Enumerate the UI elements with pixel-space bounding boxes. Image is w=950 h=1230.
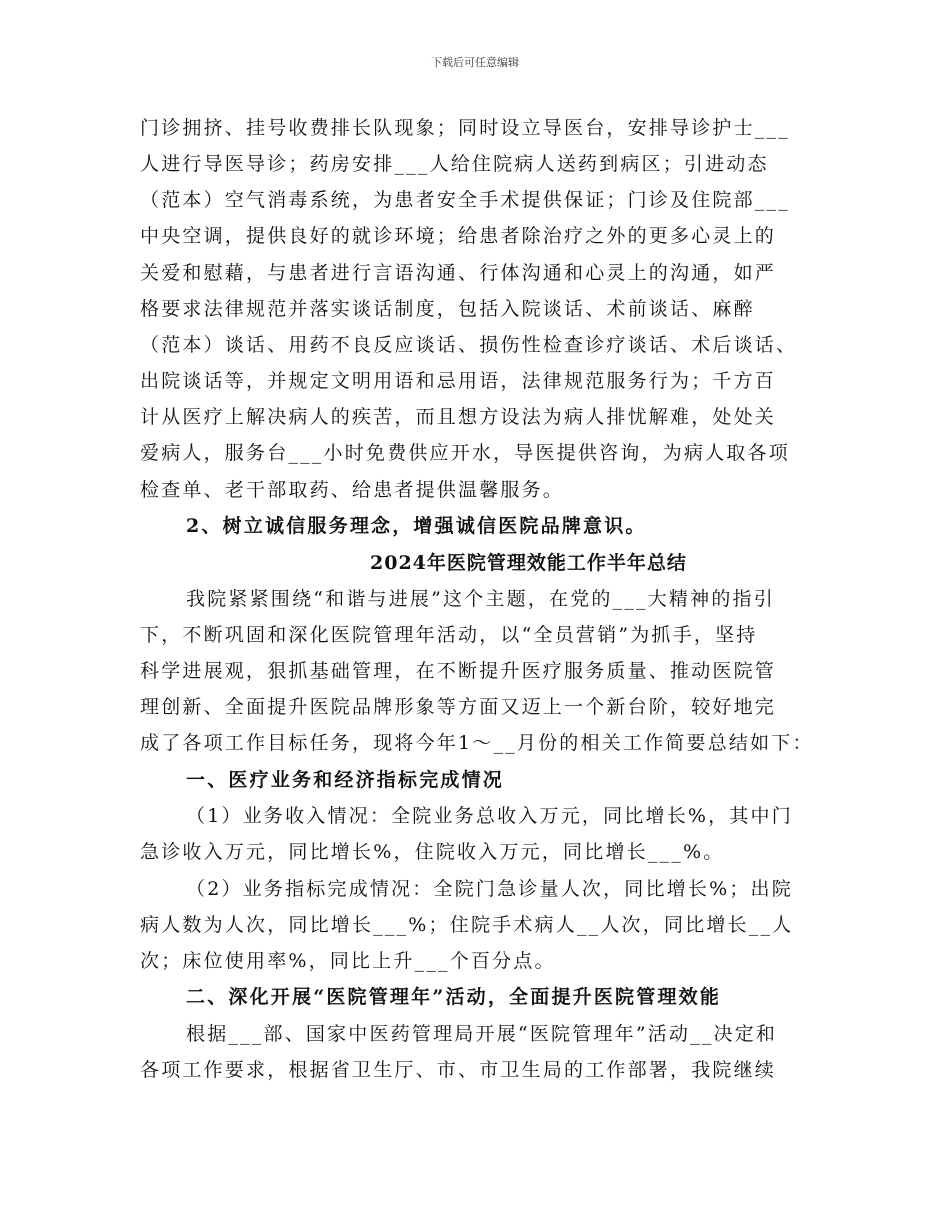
paragraph-line: 急诊收入万元，同比增长%，住院收入万元，同比增长___%。 [140,841,725,863]
paragraph-line: 次；床位使用率%，同比上升___个百分点。 [140,950,556,972]
paragraph-line: 科学进展观，狠抓基础管理，在不断提升医疗服务质量、推动医院管 [140,660,777,682]
paragraph-line: 成了各项工作目标任务，现将今年1～__月份的相关工作简要总结如下： [140,732,814,754]
paragraph-line: （2）业务指标完成情况：全院门急诊量人次，同比增长%；出院 [186,878,793,900]
paragraph-line: 爱病人，服务台___小时免费供应开水，导医提供咨询，为病人取各项 [140,442,790,464]
paragraph-line: 中央空调，提供良好的就诊环境；给患者除治疗之外的更多心灵上的 [140,225,777,247]
document-title: 2024年医院管理效能工作半年总结 [370,552,687,574]
paragraph-line: 下，不断巩固和深化医院管理年活动，以“全员营销”为抓手，坚持 [140,624,758,646]
paragraph-line: 计从医疗上解决病人的疾苦，而且想方设法为病人排忧解难，处处关 [140,406,777,428]
paragraph-line: （范本）空气消毒系统，为患者安全手术提供保证；门诊及住院部___ [140,189,790,211]
section-heading: 2、树立诚信服务理念，增强诚信医院品牌意识。 [186,515,647,537]
paragraph-line: 人进行导医导诊；药房安排___人给住院病人送药到病区；引进动态 [140,153,769,175]
paragraph-line: 根据___部、国家中医药管理局开展“医院管理年”活动__决定和 [186,1023,778,1045]
paragraph-line: 我院紧紧围绕“和谐与进展”这个主题，在党的___大精神的指引 [186,588,775,610]
paragraph-line: （范本）谈话、用药不良反应谈话、损伤性检查诊疗谈话、术后谈话、 [140,334,798,356]
paragraph-line: 出院谈话等，并规定文明用语和忌用语，法律规范服务行为；千方百 [140,370,777,392]
paragraph-line: （1）业务收入情况：全院业务总收入万元，同比增长%，其中门 [186,805,793,827]
paragraph-line: 门诊拥挤、挂号收费排长队现象；同时设立导医台，安排导诊护士___ [140,117,790,139]
page-header: 下载后可任意编辑 [431,56,519,69]
section-heading: 一、医疗业务和经济指标完成情况 [186,769,505,791]
section-heading: 二、深化开展“医院管理年”活动，全面提升医院管理效能 [186,986,722,1008]
paragraph-line: 病人数为人次，同比增长___%；住院手术病人__人次，同比增长__人 [140,914,794,936]
paragraph-line: 理创新、全面提升医院品牌形象等方面又迈上一个新台阶，较好地完 [140,696,777,718]
paragraph-line: 格要求法律规范并落实谈话制度，包括入院谈话、术前谈话、麻醉 [140,298,755,320]
paragraph-line: 检查单、老干部取药、给患者提供温馨服务。 [140,479,565,501]
paragraph-line: 关爱和慰藉，与患者进行言语沟通、行体沟通和心灵上的沟通，如严 [140,262,777,284]
paragraph-line: 各项工作要求，根据省卫生厅、市、市卫生局的工作部署，我院继续 [140,1059,777,1081]
